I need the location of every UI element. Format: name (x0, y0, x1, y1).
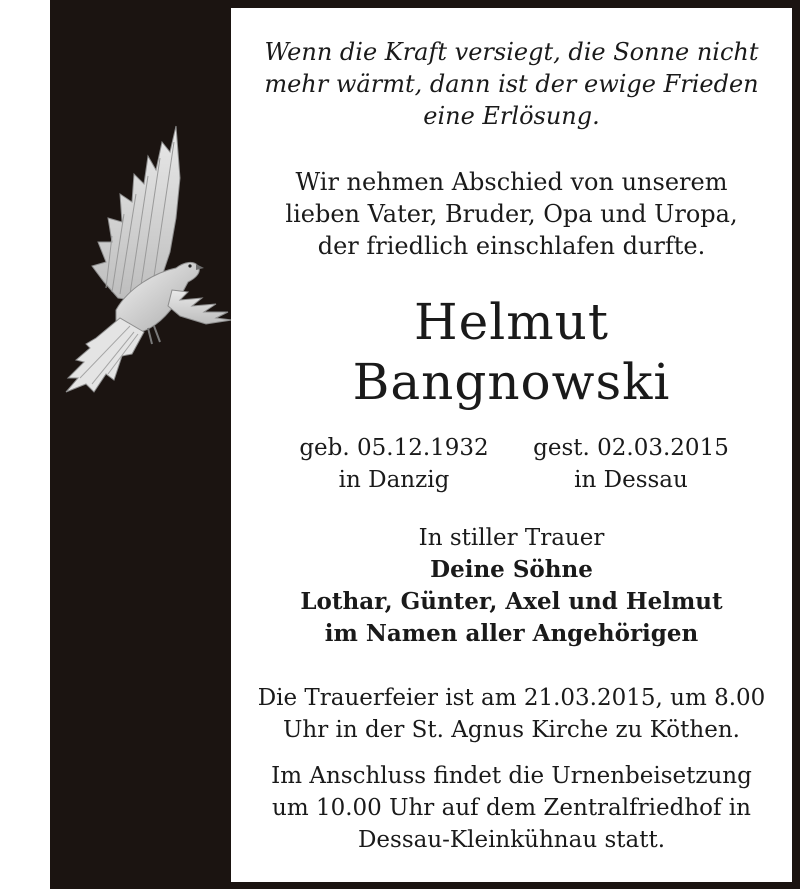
last-name: Bangnowski (352, 353, 671, 411)
dove-icon (56, 122, 234, 400)
poem-line: eine Erlösung. (423, 102, 600, 130)
deceased-name (231, 292, 792, 412)
intro-line: Wir nehmen Abschied von unserem (295, 168, 728, 196)
life-dates (231, 432, 792, 496)
burial-line: Im Anschluss findet die Urnenbeisetzung (271, 763, 752, 789)
mourner-line: Lothar, Günter, Axel und Helmut (300, 588, 723, 615)
poem-line: Wenn die Kraft versiegt, die Sonne nicht (264, 38, 759, 66)
left-margin (0, 0, 50, 889)
birth-info (274, 432, 514, 496)
burial-info (231, 760, 792, 856)
first-name: Helmut (414, 293, 609, 351)
birth-place: in Danzig (338, 467, 450, 493)
service-line: Die Trauerfeier ist am 21.03.2015, um 8.00 (257, 685, 766, 711)
mourner-line: Deine Söhne (430, 556, 593, 583)
service-line: Uhr in der St. Agnus Kirche zu Köthen. (283, 717, 740, 743)
burial-line: um 10.00 Uhr auf dem Zentralfriedhof in (272, 795, 751, 821)
burial-line: Dessau-Kleinkühnau statt. (357, 827, 666, 853)
mourning-intro: In stiller Trauer (418, 525, 605, 551)
death-date: gest. 02.03.2015 (533, 435, 729, 461)
death-place: in Dessau (574, 467, 688, 493)
intro-line: lieben Vater, Bruder, Opa und Uropa, (285, 200, 738, 228)
poem-line: mehr wärmt, dann ist der ewige Frieden (264, 70, 759, 98)
obituary-text-panel (231, 8, 792, 882)
mourner-line: im Namen aller Angehörigen (324, 620, 699, 647)
mourners-block (231, 522, 792, 650)
death-info (511, 432, 751, 496)
farewell-intro (231, 166, 792, 262)
birth-date: geb. 05.12.1932 (299, 435, 489, 461)
intro-line: der friedlich einschlafen durfte. (317, 232, 706, 260)
funeral-service-info (231, 682, 792, 746)
poem (231, 36, 792, 132)
